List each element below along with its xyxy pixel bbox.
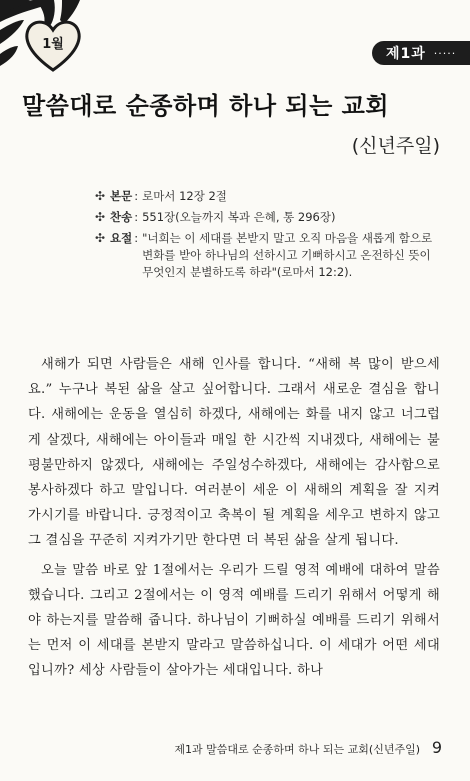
lesson-title: 말씀대로 순종하며 하나 되는 교회 — [22, 92, 389, 120]
month-heart-tree-logo — [0, 0, 112, 74]
lesson-subtitle: (신년주일) — [351, 135, 440, 157]
lesson-number-tag — [372, 41, 470, 65]
paragraph: 오늘 말씀 바로 앞 1절에서는 우리가 드릴 영적 예배에 대하여 말씀했습니다. 그리고 2절에서는 이 영적 예배를 드리기 위해서 어떻게 해야 하는지를 말씀해 줍니다. 하나님이 기뻐하실 예배를 드리기 위해서는 먼저 이 세대를 본받지 말라고 말씀하십니다. 이 세대가 어떤 세대입니까? 세상 사람들이 살아가는 세대입니다. 하나 — [28, 562, 440, 679]
info-text: 551장(오늘까지 복과 은혜, 통 296장) — [142, 210, 336, 224]
paragraph: 새해가 되면 사람들은 새해 인사를 합니다. “새해 복 많이 받으세요.” 누구나 복된 삶을 살고 싶어합니다. 그래서 새로운 결심을 합니다. 새해에는 운동을 열심히 하겠다, 새해에는 화를 내지 않고 너그럽게 살겠다, 새해에는 아이들과 매일 한 시간씩 지내겠다, 새해에는 불평불만하지 않겠다, 새해에는 주일성수하겠다, 새해에는 감사함으로 봉사하겠다 하고 말입니다. 여러분이 세운 이 새해의 계획을 잘 지켜 가시기를 바랍니다. 긍정적이고 축복이 될 계획을 세우고 변하지 않고 그 결심을 꾸준히 지켜가기만 한다면 더 복된 삶을 살게 됩니다. — [28, 357, 440, 549]
info-row-hymn: ✣ 찬송 : 551장(오늘까지 복과 은혜, 통 296장) — [95, 209, 440, 226]
month-label: 1월 — [42, 37, 64, 52]
info-label: 찬송 — [110, 210, 133, 224]
info-label: 본문 — [110, 189, 133, 203]
page-footer — [0, 738, 470, 758]
info-label: 요절 — [110, 231, 133, 245]
cross-bullet-icon: ✣ — [95, 210, 106, 224]
info-text: 로마서 12장 2절 — [142, 189, 227, 203]
cross-bullet-icon: ✣ — [95, 189, 106, 203]
info-row-scripture: ✣ 본문 : 로마서 12장 2절 — [95, 188, 440, 205]
info-text: "너희는 이 세대를 본받지 말고 오직 마음을 새롭게 함으로 변화를 받아 하나님의 선하시고 기뻐하시고 온전하신 뜻이 무엇인지 분별하도록 하라"(로마서 12:2). — [142, 231, 433, 279]
cross-bullet-icon: ✣ — [95, 231, 106, 245]
lesson-info — [95, 188, 440, 285]
lesson-number: 제1과 — [386, 46, 426, 62]
running-head: 제1과 말씀대로 순종하며 하나 되는 교회(신년주일) — [174, 743, 420, 756]
body-text — [28, 352, 440, 688]
page-number: 9 — [431, 738, 442, 757]
info-row-key-verse: ✣ 요절 : "너희는 이 세대를 본받지 말고 오직 마음을 새롭게 함으로 변화를 받아 하나님의 선하시고 기뻐하시고 온전하신 뜻이 무엇인지 분별하도록 하라"(로마서 12:2). — [95, 230, 440, 281]
lesson-dots: ····· — [433, 46, 457, 60]
